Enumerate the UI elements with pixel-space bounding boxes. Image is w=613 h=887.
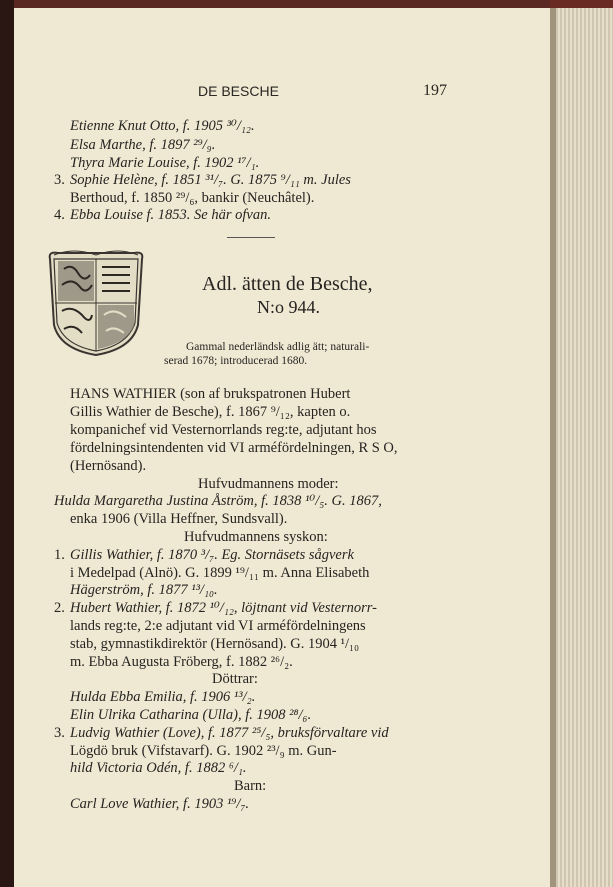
- section-heading: Barn:: [234, 778, 267, 794]
- section-heading: Hufvudmannens moder:: [198, 476, 339, 492]
- entry-number: 3.: [54, 725, 65, 741]
- head-of-family-line: (Hernösand).: [70, 458, 147, 474]
- sibling-line: Lögdö bruk (Vifstavarf). G. 1902 ²³/₉ m. Gun-: [70, 743, 337, 759]
- sibling-line: Ludvig Wathier (Love), f. 1877 ²⁵/₅, bruksförvaltare vid: [70, 725, 389, 741]
- page-edges: [550, 8, 613, 887]
- section-heading: Döttrar:: [212, 671, 258, 687]
- sibling-line: lands reg:te, 2:e adjutant vid VI arméfördelningens: [70, 618, 366, 634]
- coat-of-arms-image: [40, 245, 152, 357]
- family-heading-text: Adl. ätten de Besche,: [202, 273, 373, 295]
- entry-line: Elsa Marthe, f. 1897 ²⁹/₉.: [70, 137, 216, 153]
- section-divider: [227, 237, 275, 238]
- sibling-line: hild Victoria Odén, f. 1882 ⁶/₁.: [70, 760, 247, 776]
- family-note: serad 1678; introducerad 1680.: [164, 355, 308, 367]
- mother-line: Hulda Margaretha Justina Åström, f. 1838 ¹⁰/₅. G. 1867,: [54, 493, 382, 509]
- book-page: [14, 8, 550, 887]
- entry-line: Ebba Louise f. 1853. Se här ofvan.: [70, 207, 271, 223]
- entry-number: 4.: [54, 207, 65, 223]
- head-of-family-line: HANS WATHIER (son af brukspatronen Hubert: [70, 386, 351, 402]
- entry-number: 2.: [54, 600, 65, 616]
- entry-number: 3.: [54, 172, 65, 188]
- family-note: Gammal nederländsk adlig ätt; naturali-: [186, 341, 370, 353]
- child-line: Carl Love Wathier, f. 1903 ¹⁹/₇.: [70, 796, 250, 812]
- sibling-line: i Medelpad (Alnö). G. 1899 ¹⁹/₁₁ m. Anna Elisabeth: [70, 565, 370, 581]
- entry-line: Thyra Marie Louise, f. 1902 ¹⁷/₁.: [70, 155, 260, 171]
- sibling-line: Hägerström, f. 1877 ¹³/₁₀.: [70, 582, 218, 598]
- daughter-line: Hulda Ebba Emilia, f. 1906 ¹³/₂.: [70, 689, 256, 705]
- section-heading: Hufvudmannens syskon:: [184, 529, 328, 545]
- entry-line: Sophie Helène, f. 1851 ³¹/₇. G. 1875 ⁹/₁₁ m. Jules: [70, 172, 351, 188]
- sibling-line: m. Ebba Augusta Fröberg, f. 1882 ²⁶/₂.: [70, 654, 293, 670]
- sibling-line: Gillis Wathier, f. 1870 ³/₇. Eg. Stornäsets sågverk: [70, 547, 354, 563]
- sibling-line: Hubert Wathier, f. 1872 ¹⁰/₁₂, löjtnant vid Vesternorr-: [70, 600, 377, 616]
- page-number: 197: [423, 82, 447, 99]
- head-of-family-line: Gillis Wathier de Besche), f. 1867 ⁹/₁₂, kapten o.: [70, 404, 351, 420]
- entry-line: Berthoud, f. 1850 ²⁹/₆, bankir (Neuchâtel).: [70, 190, 315, 206]
- head-of-family-line: fördelningsintendenten vid VI arméfördelningen, R S O,: [70, 440, 398, 456]
- running-head-title: DE BESCHE: [198, 83, 279, 99]
- sibling-line: stab, gymnastikdirektör (Hernösand). G. 1904 ¹/₁₀: [70, 636, 360, 652]
- book-spine-left: [0, 0, 14, 887]
- family-heading: [202, 273, 373, 296]
- daughter-line: Elin Ulrika Catharina (Ulla), f. 1908 ²⁸/₆.: [70, 707, 312, 723]
- entry-number: 1.: [54, 547, 65, 563]
- entry-line: Etienne Knut Otto, f. 1905 ³⁰/₁₂.: [70, 118, 255, 134]
- family-number: N:o 944.: [257, 297, 320, 317]
- head-of-family-line: kompanichef vid Vesternorrlands reg:te, adjutant hos: [70, 422, 377, 438]
- mother-line: enka 1906 (Villa Heffner, Sundsvall).: [70, 511, 288, 527]
